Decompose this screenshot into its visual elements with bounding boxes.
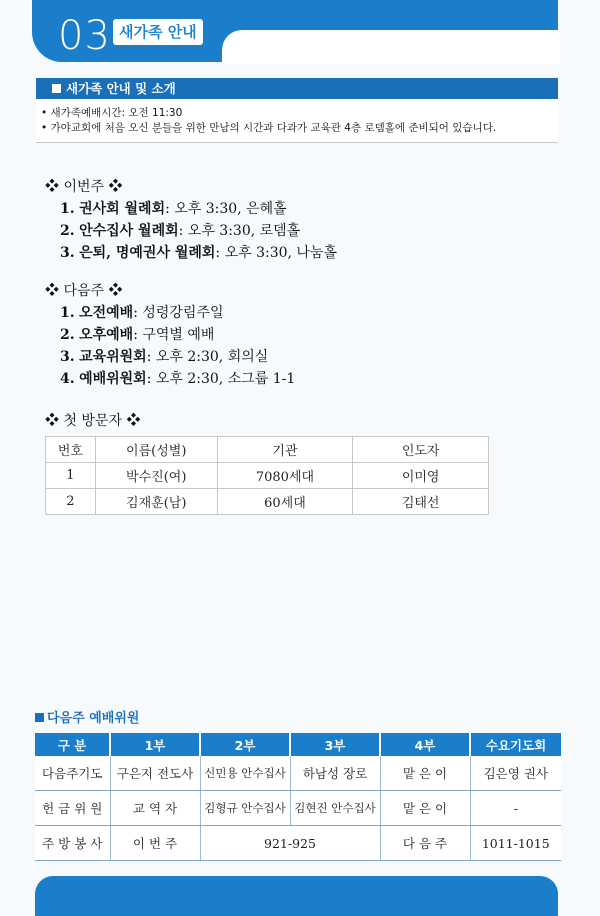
table-row — [46, 463, 489, 489]
table-cell: 2 — [46, 489, 96, 515]
footer-bar — [35, 876, 558, 916]
workers-title — [35, 707, 139, 726]
column-header: 번호 — [46, 437, 96, 463]
column-header: 이름(성별) — [95, 437, 217, 463]
column-header: 2부 — [200, 733, 290, 756]
this-week-value: 921-925 — [200, 826, 380, 861]
item-num: 3. — [60, 349, 75, 365]
table-cell: 교 역 자 — [110, 791, 200, 826]
table-cell: 헌 금 위 원 — [35, 791, 110, 826]
item-detail: : 오후 3:30, 나눔홀 — [215, 245, 337, 261]
section-title: 새가족 안내 — [113, 19, 203, 45]
item-num: 2. — [60, 327, 75, 343]
next-week-label: 다 음 주 — [380, 826, 470, 861]
table-cell: 60세대 — [217, 489, 353, 515]
table-cell: 맡 은 이 — [380, 756, 470, 791]
list-item — [60, 368, 295, 390]
item-name: 예배위원회 — [79, 371, 147, 387]
table-cell: 7080세대 — [217, 463, 353, 489]
list-item — [60, 302, 295, 324]
item-name: 교육위원회 — [79, 349, 147, 365]
next-week-heading: ❖ 다음주 ❖ — [45, 283, 123, 299]
this-week-list — [45, 198, 337, 264]
section-number: 03 — [58, 13, 111, 59]
item-detail: : 오후 2:30, 회의실 — [146, 349, 269, 365]
item-num: 4. — [60, 371, 75, 387]
table-row — [46, 489, 489, 515]
next-week-list — [45, 302, 295, 390]
table-cell: 다음주기도 — [35, 756, 110, 791]
table-cell: 김은영 권사 — [470, 756, 561, 791]
item-detail: : 구역별 예배 — [133, 327, 215, 343]
next-week-section — [45, 280, 295, 390]
item-name: 안수집사 월례회 — [79, 223, 179, 239]
visitors-section — [45, 410, 140, 432]
item-num: 1. — [60, 201, 75, 217]
table-cell: 김현진 안수집사 — [290, 791, 380, 826]
table-header-row — [46, 437, 489, 463]
item-num: 2. — [60, 223, 75, 239]
page-header — [0, 0, 600, 62]
square-bullet-icon — [35, 713, 44, 722]
column-header: 1부 — [110, 733, 200, 756]
list-item — [60, 220, 337, 242]
intro-line: • 새가족예배시간: 오전 11:30 — [41, 107, 183, 119]
table-cell: 하남성 장로 — [290, 756, 380, 791]
item-detail: : 오후 3:30, 은혜홀 — [165, 201, 287, 217]
table-header-row — [35, 733, 561, 756]
table-row — [35, 756, 561, 791]
table-row — [35, 791, 561, 826]
table-cell: 김태선 — [353, 489, 489, 515]
column-header: 기관 — [217, 437, 353, 463]
list-item — [60, 346, 295, 368]
item-detail: : 오후 3:30, 로뎀홀 — [178, 223, 301, 239]
table-cell: 김재훈(남) — [95, 489, 217, 515]
column-header: 구 분 — [35, 733, 110, 756]
visitors-table — [45, 436, 489, 515]
table-cell: - — [470, 791, 561, 826]
item-name: 권사회 월례회 — [79, 201, 166, 217]
item-name: 오전예배 — [79, 305, 134, 321]
table-cell: 신민용 안수집사 — [200, 756, 290, 791]
table-cell: 구은지 전도사 — [110, 756, 200, 791]
workers-title-text: 다음주 예배위원 — [47, 711, 140, 726]
this-week-heading: ❖ 이번주 ❖ — [45, 179, 123, 195]
item-detail: : 오후 2:30, 소그룹 1-1 — [146, 371, 296, 387]
header-bar-cutout — [222, 30, 560, 64]
table-cell: 김형규 안수집사 — [200, 791, 290, 826]
item-name: 오후예배 — [79, 327, 134, 343]
item-num: 1. — [60, 305, 75, 321]
next-week-value: 1011-1015 — [470, 826, 561, 861]
column-header: 수요기도회 — [470, 733, 561, 756]
this-week-section — [45, 176, 337, 264]
square-bullet-icon — [52, 84, 61, 93]
table-cell: 1 — [46, 463, 96, 489]
item-num: 3. — [60, 245, 75, 261]
intro-line: • 가야교회에 처음 오신 분들을 위한 만남의 시간과 다과가 교육관 4층 로뎀홀에 준비되어 있습니다. — [41, 122, 497, 134]
intro-heading: 새가족 안내 및 소개 — [66, 81, 176, 96]
item-detail: : 성령강림주일 — [133, 305, 224, 321]
intro-body — [36, 99, 558, 143]
list-item — [60, 324, 295, 346]
table-row — [35, 826, 561, 861]
kitchen-service-label: 주 방 봉 사 — [35, 826, 110, 861]
item-name: 은퇴, 명예권사 월례회 — [79, 245, 216, 261]
column-header: 3부 — [290, 733, 380, 756]
visitors-heading: ❖ 첫 방문자 ❖ — [45, 413, 141, 429]
this-week-label: 이 번 주 — [110, 826, 200, 861]
list-item — [60, 198, 337, 220]
table-cell: 이미영 — [353, 463, 489, 489]
workers-table — [35, 733, 561, 861]
column-header: 인도자 — [353, 437, 489, 463]
intro-heading-bar — [36, 78, 558, 99]
table-cell: 맡 은 이 — [380, 791, 470, 826]
column-header: 4부 — [380, 733, 470, 756]
table-cell: 박수진(여) — [95, 463, 217, 489]
list-item — [60, 242, 337, 264]
